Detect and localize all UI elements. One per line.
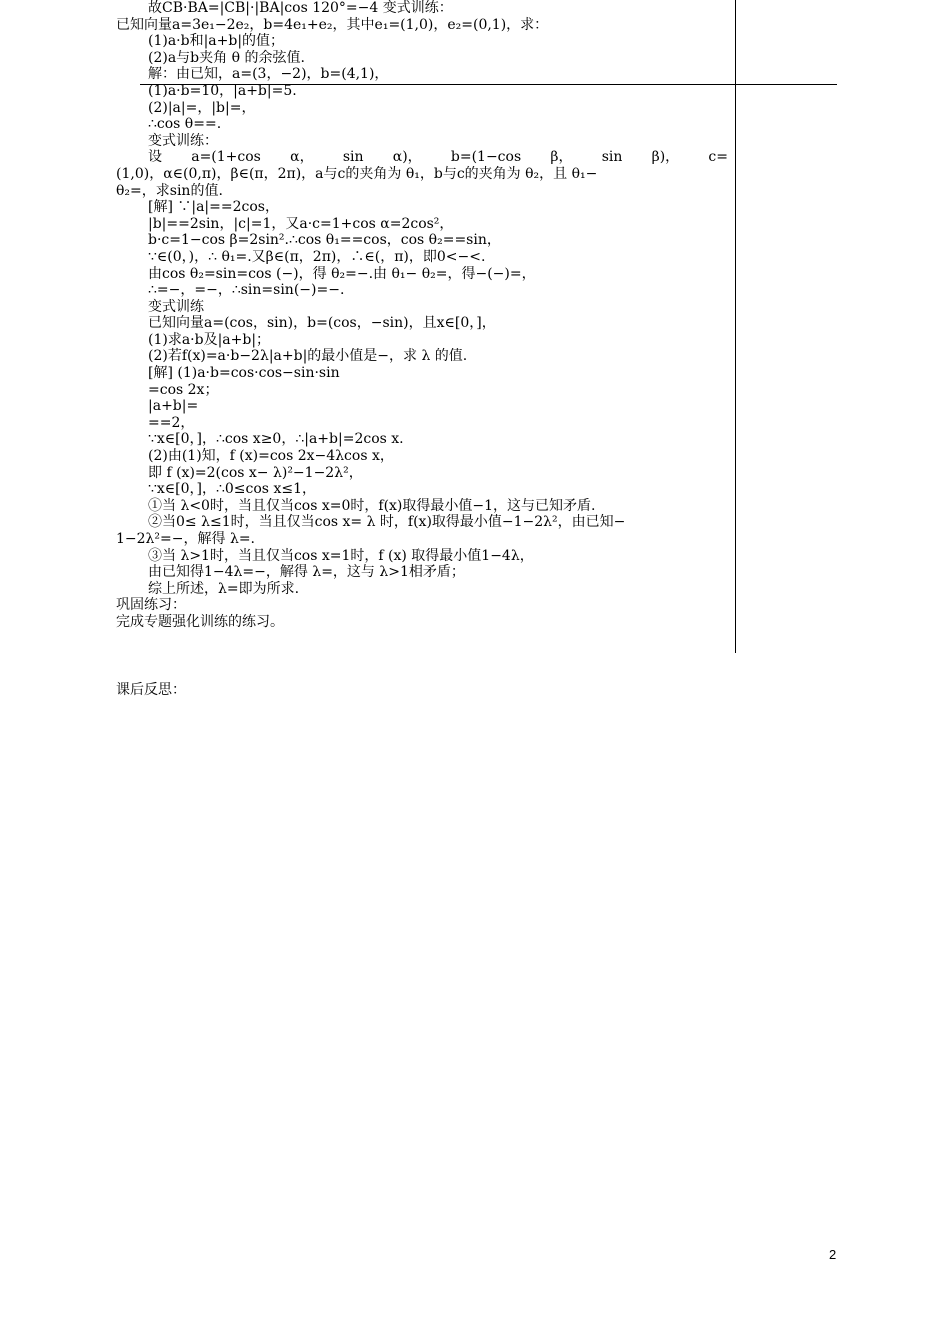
text-line: |b|==2sin，|c|=1，又a·c=1+cos α=2cos²， <box>148 215 454 232</box>
text-line: 变式训练： <box>148 132 218 149</box>
text-line: (1)a·b=10，|a+b|=5. <box>148 82 297 99</box>
text-line: (1)a·b和|a+b|的值； <box>148 33 285 50</box>
text-word: 设 <box>148 149 162 166</box>
text-line: =cos 2x； <box>148 381 219 398</box>
text-word: a=(1+cos <box>191 149 261 166</box>
text-line: ∴cos θ==. <box>148 116 222 133</box>
text-line: (2)|a|=，|b|=， <box>148 99 256 116</box>
text-line: θ₂=，求sin的值. <box>116 182 223 199</box>
text-line: ②当0≤ λ≤1时，当且仅当cos x= λ 时，f(x)取得最小值−1−2λ²，由已知− <box>148 514 626 531</box>
text-word: sin <box>342 149 364 166</box>
text-line: [解] (1)a·b=cos·cos−sin·sin <box>148 365 340 382</box>
document-body <box>116 0 728 631</box>
text-line: 完成专题强化训练的练习。 <box>116 613 284 630</box>
text-line: ∵x∈[0，]，∴cos x≥0，∴|a+b|=2cos x. <box>148 431 404 448</box>
text-line: 由已知得1−4λ=−，解得 λ=，这与 λ>1相矛盾； <box>148 564 465 581</box>
text-line: b·c=1−cos β=2sin².∴cos θ₁==cos，cos θ₂==sin， <box>148 232 501 249</box>
text-line: ①当 λ<0时，当且仅当cos x=0时，f(x)取得最小值−1，这与已知矛盾. <box>148 497 596 514</box>
text-line-justified <box>116 149 728 166</box>
text-line: (2)由(1)知，f (x)=cos 2x−4λcos x， <box>148 448 394 465</box>
text-line: 已知向量a=(cos，sin)，b=(cos，−sin)，且x∈[0，]， <box>148 315 496 332</box>
text-line: 1−2λ²=−，解得 λ=. <box>116 531 255 547</box>
text-line: (1)求a·b及|a+b|； <box>148 331 271 348</box>
text-line: ==2， <box>148 414 195 431</box>
reflection-heading: 课后反思： <box>116 682 186 698</box>
text-line: ∵∈(0，)，∴ θ₁=.又β∈(π，2π)，∴∈(，π)，即0<−<. <box>148 248 486 265</box>
text-word: α)， <box>392 149 422 166</box>
text-line: 综上所述，λ=即为所求. <box>148 580 300 597</box>
text-line: 故CB·BA=|CB|·|BA|cos 120°=−4 变式训练： <box>148 0 453 16</box>
text-line: (1,0)，α∈(0,π)，β∈(π，2π)，a与c的夹角为 θ₁，b与c的夹角为 θ₂，且 θ₁− <box>116 165 598 182</box>
text-line: ③当 λ>1时，当且仅当cos x=1时，f (x) 取得最小值1−4λ， <box>148 547 534 564</box>
text-line: 解：由已知，a=(3，−2)，b=(4,1)， <box>148 66 389 83</box>
text-word: β， <box>550 149 573 166</box>
text-word: c= <box>708 149 728 166</box>
text-line: [解] ∵|a|==2cos， <box>148 199 279 216</box>
text-line: (2)若f(x)=a·b−2λ|a+b|的最小值是−，求 λ 的值. <box>148 348 468 365</box>
text-word: β)， <box>651 149 680 166</box>
text-line: 变式训练 <box>148 298 204 315</box>
text-word: b=(1−cos <box>450 149 522 166</box>
text-line: 即 f (x)=2(cos x− λ)²−1−2λ²， <box>148 464 363 481</box>
text-line: |a+b|= <box>148 398 199 415</box>
text-line: 由cos θ₂=sin=cos (−)，得 θ₂=−.由 θ₁− θ₂=，得−(−)=， <box>148 265 536 282</box>
text-line: 已知向量a=3e₁−2e₂，b=4e₁+e₂，其中e₁=(1,0)，e₂=(0,1)，求： <box>116 16 549 33</box>
text-line: ∴=−，=−，∴sin=sin(−)=−. <box>148 282 345 299</box>
page-number: 2 <box>829 1247 837 1262</box>
text-word: sin <box>601 149 623 166</box>
table-vertical-border <box>735 0 736 653</box>
text-line: (2)a与b夹角 θ 的余弦值. <box>148 49 305 66</box>
section-heading: 巩固练习： <box>116 597 186 614</box>
text-line: ∵x∈[0，]，∴0≤cos x≤1， <box>148 481 316 498</box>
text-word: α， <box>290 149 314 166</box>
